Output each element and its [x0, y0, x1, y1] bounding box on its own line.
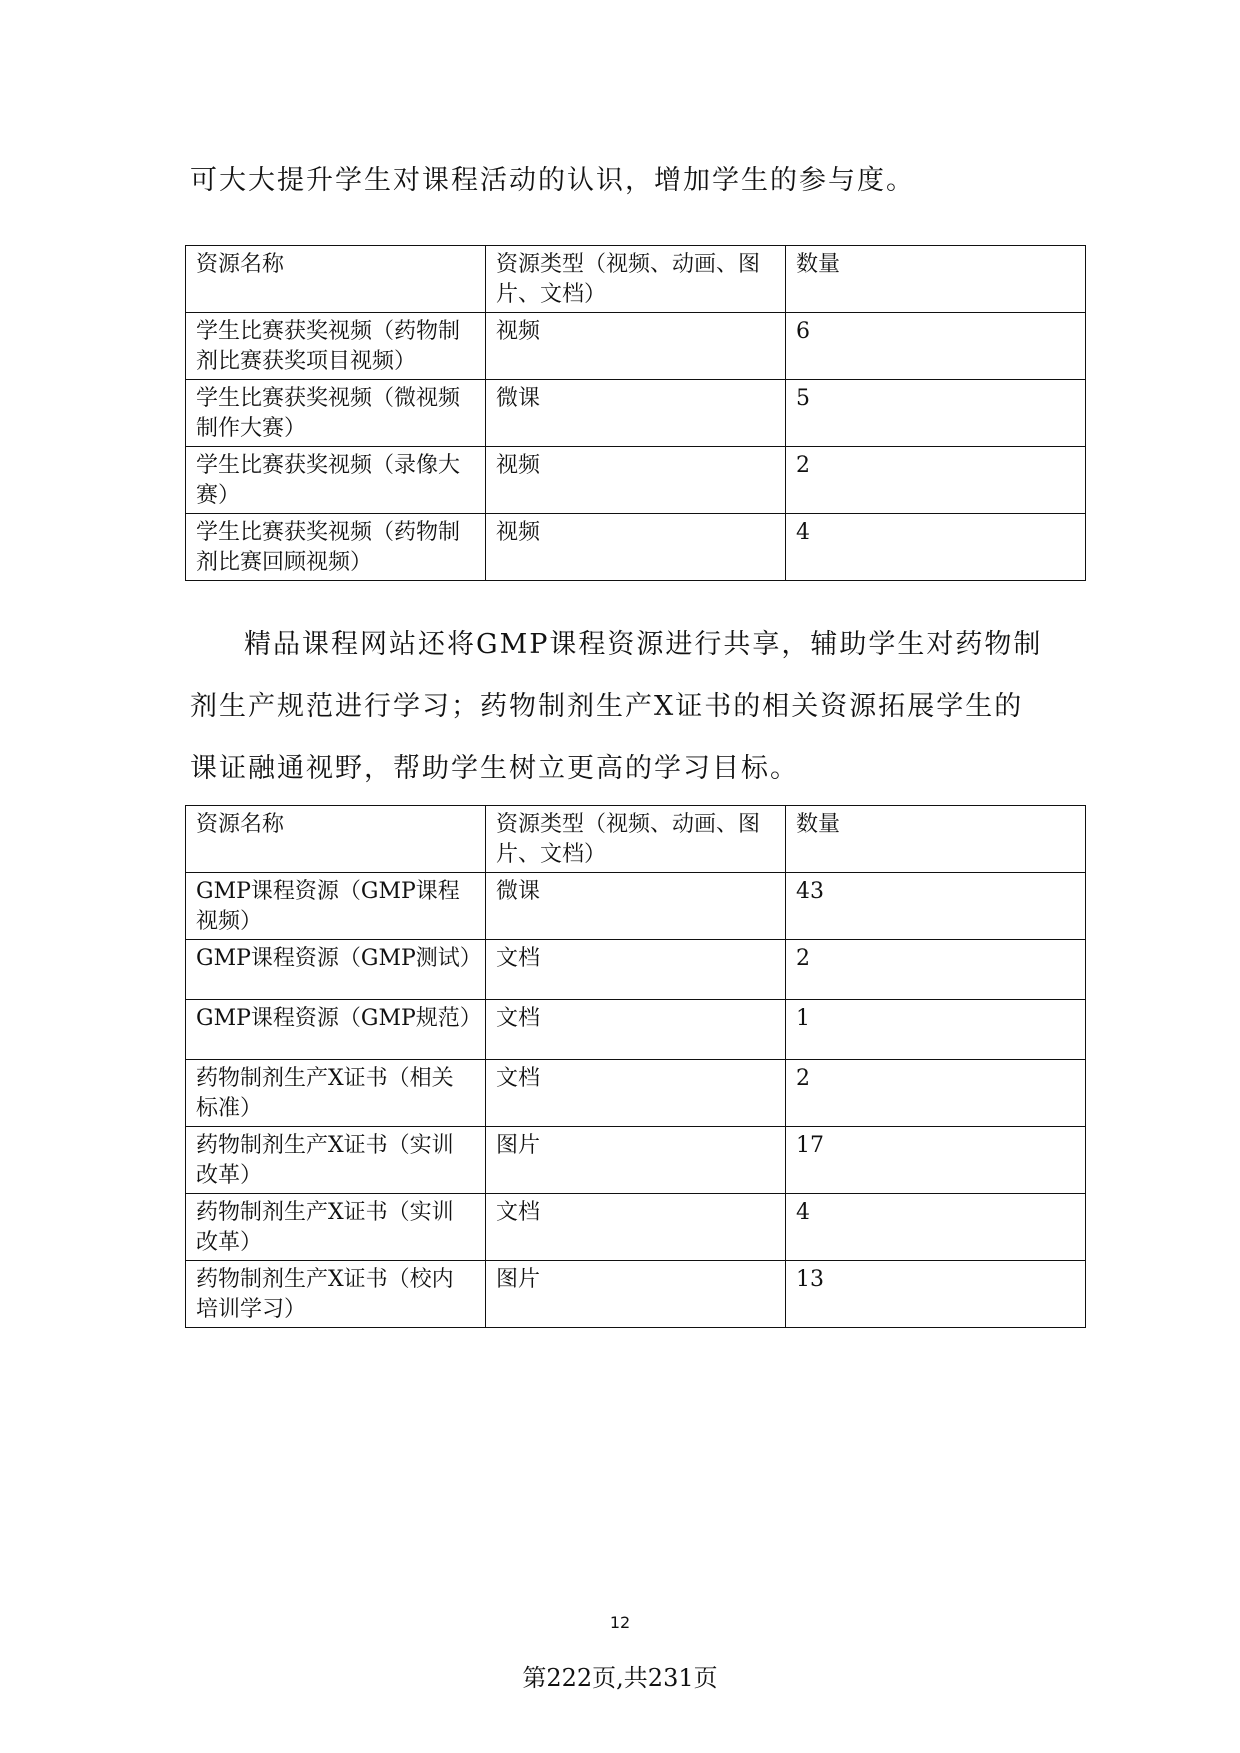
- intro-paragraph: 可大大提升学生对课程活动的认识，增加学生的参与度。: [190, 165, 915, 196]
- cell-resource-type: 视频: [486, 447, 786, 514]
- cell-resource-name: GMP课程资源（GMP测试）: [186, 940, 486, 1000]
- cell-quantity: 5: [786, 380, 1086, 447]
- cell-resource-name: GMP课程资源（GMP规范）: [186, 1000, 486, 1060]
- table-row: [186, 873, 1086, 940]
- cell-resource-name: 学生比赛获奖视频（录像大赛）: [186, 447, 486, 514]
- header-resource-name: 资源名称: [186, 246, 486, 313]
- table-row: [186, 1000, 1086, 1060]
- cell-quantity: 1: [786, 1000, 1086, 1060]
- header-quantity: 数量: [786, 246, 1086, 313]
- table-row: [186, 313, 1086, 380]
- cell-resource-type: 视频: [486, 514, 786, 581]
- page-number: 12: [609, 1613, 631, 1632]
- table-row: [186, 1194, 1086, 1261]
- cell-quantity: 2: [786, 940, 1086, 1000]
- table-row: [186, 1261, 1086, 1328]
- cell-resource-type: 图片: [486, 1261, 786, 1328]
- table-row: [186, 514, 1086, 581]
- cell-quantity: 4: [786, 514, 1086, 581]
- cell-quantity: 13: [786, 1261, 1086, 1328]
- cell-quantity: 43: [786, 873, 1086, 940]
- table-row: [186, 1060, 1086, 1127]
- cell-resource-name: 学生比赛获奖视频（药物制剂比赛回顾视频）: [186, 514, 486, 581]
- resource-table-gmp-certificate: [185, 805, 1086, 1328]
- cell-resource-type: 微课: [486, 380, 786, 447]
- table-row: [186, 940, 1086, 1000]
- table-header-row: [186, 246, 1086, 313]
- header-resource-type: 资源类型（视频、动画、图片、文档）: [486, 806, 786, 873]
- cell-resource-type: 视频: [486, 313, 786, 380]
- cell-quantity: 17: [786, 1127, 1086, 1194]
- cell-resource-name: 学生比赛获奖视频（药物制剂比赛获奖项目视频）: [186, 313, 486, 380]
- cell-resource-name: 药物制剂生产X证书（校内培训学习）: [186, 1261, 486, 1328]
- cell-quantity: 6: [786, 313, 1086, 380]
- cell-resource-name: 学生比赛获奖视频（微视频制作大赛）: [186, 380, 486, 447]
- table-header-row: [186, 806, 1086, 873]
- header-resource-name: 资源名称: [186, 806, 486, 873]
- header-resource-type: 资源类型（视频、动画、图片、文档）: [486, 246, 786, 313]
- table-row: [186, 1127, 1086, 1194]
- cell-resource-type: 文档: [486, 1194, 786, 1261]
- cell-resource-type: 微课: [486, 873, 786, 940]
- table-row: [186, 447, 1086, 514]
- resource-table-competition-videos: [185, 245, 1086, 581]
- cell-resource-type: 文档: [486, 1000, 786, 1060]
- cell-resource-type: 文档: [486, 1060, 786, 1127]
- cell-resource-name: 药物制剂生产X证书（实训改革）: [186, 1127, 486, 1194]
- cell-resource-type: 图片: [486, 1127, 786, 1194]
- cell-quantity: 4: [786, 1194, 1086, 1261]
- table-row: [186, 380, 1086, 447]
- cell-quantity: 2: [786, 1060, 1086, 1127]
- header-quantity: 数量: [786, 806, 1086, 873]
- page-footer: 第222页,共231页: [522, 1664, 718, 1692]
- cell-resource-name: GMP课程资源（GMP课程视频）: [186, 873, 486, 940]
- cell-resource-name: 药物制剂生产X证书（相关标准）: [186, 1060, 486, 1127]
- cell-quantity: 2: [786, 447, 1086, 514]
- cell-resource-type: 文档: [486, 940, 786, 1000]
- cell-resource-name: 药物制剂生产X证书（实训改革）: [186, 1194, 486, 1261]
- middle-paragraph: 精品课程网站还将GMP课程资源进行共享，辅助学生对药物制剂生产规范进行学习；药物制剂生产X证书的相关资源拓展学生的课证融通视野，帮助学生树立更高的学习目标。: [190, 629, 1043, 784]
